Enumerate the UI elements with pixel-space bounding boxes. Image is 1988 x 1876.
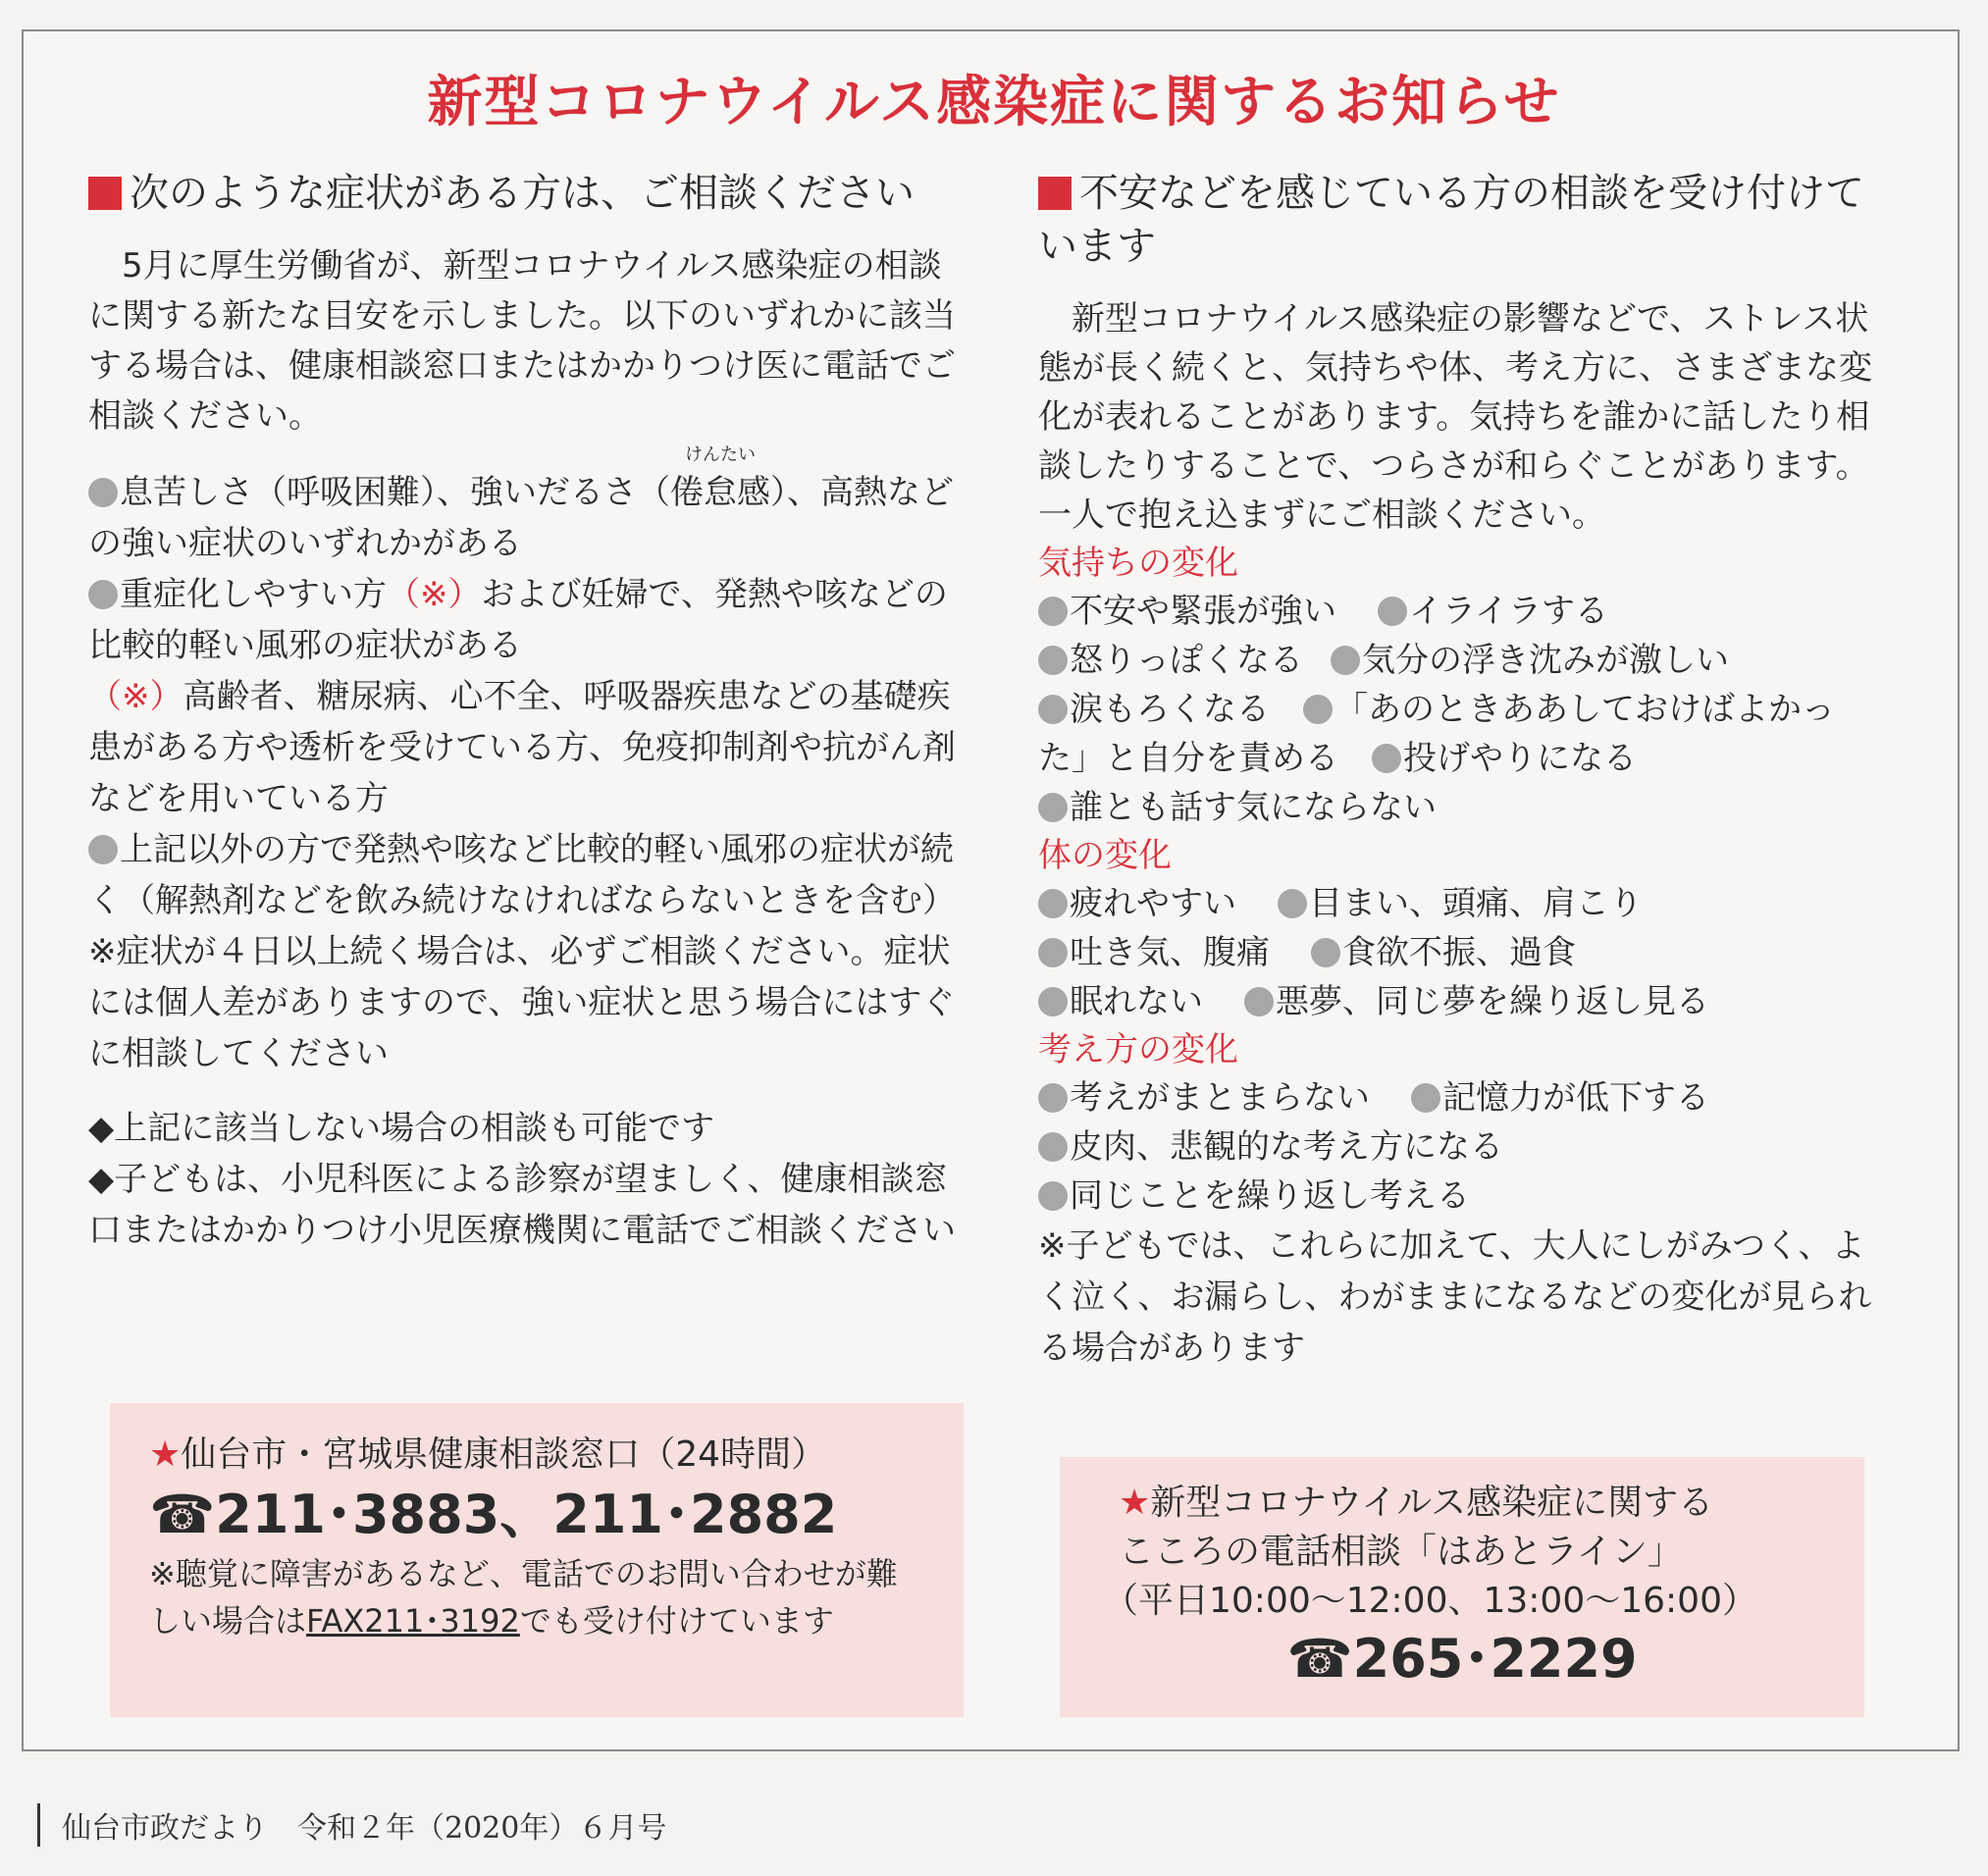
left-heading-text: 次のような症状がある方は、ご相談ください [130, 171, 915, 216]
red-square-icon [88, 177, 122, 210]
page-title: 新型コロナウイルス感染症に関するお知らせ [427, 71, 1561, 134]
heart-line-box [1060, 1457, 1864, 1717]
bullet-dot-icon [1038, 646, 1068, 675]
bullet-dot-icon [1378, 597, 1407, 626]
item-text: 怒りっぽくなる [1070, 641, 1303, 680]
list-item [1038, 587, 1336, 636]
bullet-dot-icon [1244, 987, 1274, 1016]
footer-issue: 仙台市政だより 令和２年（2020年）６月号 [37, 1803, 666, 1847]
list-item [1038, 928, 1270, 977]
star-icon: ★ [149, 1434, 182, 1475]
fax-note-pre: ※聴覚に障害があるなど、電話でのお問い合わせが難しい場合は [149, 1555, 898, 1640]
list-item [1038, 1172, 1470, 1221]
item-text: 投げやりになる [1403, 739, 1637, 778]
right-heading [1038, 167, 1882, 273]
left-heading [88, 167, 971, 220]
list-item [1038, 1122, 1503, 1172]
bullet-dot-icon [1038, 889, 1068, 918]
list-item [1331, 636, 1729, 685]
symptom-2-post: および妊婦で、発熱や咳などの比較的軽い風邪の症状がある [88, 575, 948, 665]
hotline-title [149, 1431, 924, 1480]
right-heading-text: 不安などを感じている方の相談を受け付けています [1038, 171, 1864, 269]
bullet-dot-icon [1038, 597, 1068, 626]
item-text: 不安や緊張が強い [1070, 592, 1336, 631]
children-note: ◆子どもは、小児科医による診察が望ましく、健康相談窓口またはかかりつけ小児医療機関に電話でご相談ください [88, 1160, 956, 1250]
list-item [1038, 1073, 1370, 1122]
item-text: 同じことを繰り返し考える [1070, 1176, 1470, 1216]
list-item [1038, 783, 1437, 832]
bullet-dot-icon [1372, 744, 1401, 773]
list-item [1038, 690, 1835, 778]
list-item [1411, 1073, 1709, 1122]
list-item [1038, 879, 1236, 928]
item-text: 気分の浮き沈みが激しい [1362, 641, 1729, 680]
symptom-2-pre: 重症化しやすい方 [120, 575, 387, 614]
list-item [1244, 977, 1709, 1026]
fax-note-post: でも受け付けています [519, 1602, 834, 1640]
item-text: 疲れやすい [1070, 884, 1236, 923]
body-change-heading: 体の変化 [1038, 836, 1172, 875]
right-column [1038, 167, 1882, 1374]
heart-line-hours: （平日10:00～12:00、13:00～16:00） [1103, 1581, 1757, 1621]
heart-line-title [1119, 1479, 1805, 1528]
bullet-dot-icon [1038, 1132, 1068, 1162]
list-item [1038, 977, 1203, 1026]
list-item [1038, 636, 1303, 685]
bullet-dot-icon [1311, 938, 1340, 967]
item-text: 食欲不振、過食 [1342, 933, 1576, 972]
symptom-item-1 [88, 444, 971, 569]
bullet-dot-icon [1331, 646, 1360, 675]
bullet-dot-icon [1038, 1181, 1068, 1211]
bullet-dot-icon [1278, 889, 1307, 918]
ruby-kentai [670, 444, 770, 518]
body-change-list [1038, 879, 1882, 1026]
ruby-reading: けんたい [685, 444, 756, 465]
heart-line-phone[interactable]: ☎265･2229 [1286, 1628, 1638, 1690]
heart-line-title-2: こころの電話相談「はあとライン」 [1119, 1532, 1683, 1572]
thinking-change-heading: 考え方の変化 [1038, 1030, 1238, 1069]
bullet-dot-icon [1038, 938, 1068, 967]
fax-number[interactable]: FAX211･3192 [306, 1602, 520, 1640]
item-text: 誰とも話す気にならない [1070, 788, 1437, 827]
bullet-dot-icon [1038, 695, 1068, 724]
children-change-note: ※子どもでは、これらに加えて、大人にしがみつく、よく泣く、お漏らし、わがままになるなどの変化が見られる場合があります [1038, 1226, 1872, 1368]
symptom-1-pre: 息苦しさ（呼吸困難）、強いだるさ（ [120, 473, 670, 512]
bullet-dot-icon [1038, 793, 1068, 822]
left-column [88, 167, 971, 1256]
bullet-dot-icon [1038, 987, 1068, 1016]
list-item [1378, 587, 1608, 636]
hotline-title-text: 仙台市・宮城県健康相談窓口（24時間） [181, 1434, 827, 1475]
other-consult-note: ◆上記に該当しない場合の相談も可能です [88, 1109, 715, 1148]
item-text: 記憶力が低下する [1442, 1078, 1709, 1118]
item-text: 吐き気、腹痛 [1070, 933, 1270, 972]
hotline-phone[interactable]: ☎211･3883、211･2882 [149, 1484, 838, 1545]
star-icon: ★ [1119, 1483, 1151, 1523]
item-text: 涙もろくなる [1070, 690, 1270, 729]
bullet-dot-icon [1038, 1083, 1068, 1113]
note-mark: （※） [88, 677, 183, 716]
bullet-dot-icon [88, 835, 118, 864]
item-text: 悪夢、同じ夢を繰り返し見る [1276, 982, 1709, 1021]
item-text: 皮肉、悲観的な考え方になる [1070, 1127, 1503, 1167]
right-intro: 新型コロナウイルス感染症の影響などで、ストレス状態が長く続くと、気持ちや体、考え方に、さまざまな変化が表れることがあります。気持ちを誰かに話したり相談したりすることで、つらさが和らぐことがあります。一人で抱え込まずにご相談ください。 [1038, 299, 1872, 535]
thinking-change-list [1038, 1073, 1882, 1221]
bullet-dot-icon [1411, 1083, 1440, 1113]
ruby-base: 倦怠感 [670, 473, 770, 512]
symptom-item-3 [88, 824, 971, 1079]
item-text: 目まい、頭痛、肩こり [1309, 884, 1643, 923]
hotline-fax-note [149, 1550, 924, 1644]
bullet-dot-icon [1303, 695, 1333, 724]
note-mark: （※） [387, 575, 482, 614]
health-hotline-box [110, 1403, 964, 1717]
heart-line-title-1: 新型コロナウイルス感染症に関する [1150, 1483, 1714, 1523]
left-intro: 5月に厚生労働省が、新型コロナウイルス感染症の相談に関する新たな目安を示しました。以下のいずれかに該当する場合は、健康相談窓口またはかかりつけ医に電話でご相談ください。 [88, 246, 956, 436]
high-risk-note-text: 高齢者、糖尿病、心不全、呼吸器疾患などの基礎疾患がある方や透析を受けている方、免疫抑制剤や抗がん剤などを用いている方 [88, 677, 956, 818]
symptom-1-post: ）、高熱などの強い症状のいずれかがある [88, 473, 954, 563]
high-risk-note [88, 671, 971, 824]
item-text: 考えがまとまらない [1070, 1078, 1370, 1118]
item-text: 眠れない [1070, 982, 1203, 1021]
mind-change-list [1038, 587, 1882, 832]
symptom-3-text: 上記以外の方で発熱や咳など比較的軽い風邪の症状が続く（解熱剤などを飲み続けなければならないときを含む）※症状が４日以上続く場合は、必ずご相談ください。症状には個人差がありますので、強い症状と思う場合にはすぐに相談してください [88, 830, 956, 1073]
item-text: 「あのときああしておけばよかった」と自分を責める [1038, 690, 1835, 778]
mind-change-heading: 気持ちの変化 [1038, 544, 1238, 583]
bullet-dot-icon [88, 580, 118, 609]
bullet-dot-icon [88, 478, 118, 507]
list-item [1311, 928, 1576, 977]
symptom-item-2 [88, 569, 971, 671]
red-square-icon [1038, 177, 1072, 210]
item-text: イライラする [1409, 592, 1608, 631]
list-item [1278, 879, 1643, 928]
